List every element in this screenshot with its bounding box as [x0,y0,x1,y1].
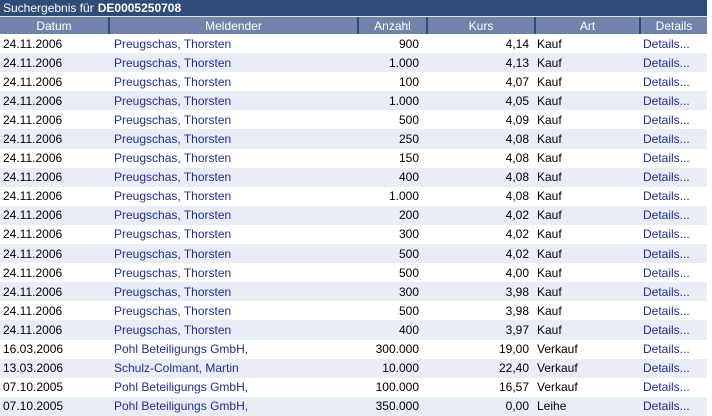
cell-details [639,72,707,91]
details-link[interactable]: Details... [643,74,690,89]
cell-details [639,110,707,129]
cell-kurs: 4,05 [505,93,529,108]
cell-datum: 24.11.2006 [3,132,63,147]
cell-datum: 24.11.2006 [3,284,63,299]
cell-anzahl: 10.000 [382,361,419,376]
cell-meldender [108,129,357,148]
isin-code: DE0005250708 [97,1,182,15]
table-row [0,91,707,110]
cell-art: Kauf [537,132,562,147]
cell-details [639,34,707,53]
cell-anzahl: 500 [398,246,419,261]
table-row [0,53,707,72]
cell-datum: 24.11.2006 [3,170,63,185]
meldender-link[interactable]: Preugschas, Thorsten [114,93,232,108]
cell-kurs: 4,14 [505,36,529,51]
table-row [0,149,707,168]
table-row [0,34,707,53]
cell-kurs: 16,57 [498,380,529,395]
cell-datum: 07.10.2005 [3,399,64,414]
cell-kurs: 4,08 [505,189,529,204]
cell-meldender [108,340,357,359]
cell-kurs: 3,98 [505,284,529,299]
table-row [0,72,707,91]
cell-details [639,91,707,110]
cell-anzahl: 400 [398,322,419,337]
cell-datum: 24.11.2006 [3,36,63,51]
cell-details [639,149,707,168]
cell-anzahl: 200 [398,208,419,223]
cell-art: Kauf [537,189,562,204]
cell-details [639,282,707,301]
cell-meldender [108,187,357,206]
details-link[interactable]: Details... [643,55,690,70]
cell-art: Kauf [537,246,562,261]
cell-art: Kauf [537,55,562,70]
details-link[interactable]: Details... [643,170,690,185]
details-link[interactable]: Details... [643,284,690,299]
results-title-bar [0,0,707,17]
cell-anzahl: 250 [398,132,419,147]
table-row [0,110,707,129]
details-link[interactable]: Details... [643,246,690,261]
cell-datum: 24.11.2006 [3,151,63,166]
cell-kurs: 4,07 [505,74,529,89]
cell-datum: 24.11.2006 [3,208,63,223]
cell-datum: 24.11.2006 [3,112,63,127]
meldender-link[interactable]: Preugschas, Thorsten [114,36,232,51]
cell-details [639,206,707,225]
cell-anzahl: 100.000 [375,380,419,395]
cell-kurs: 4,00 [505,265,529,280]
details-link[interactable]: Details... [643,265,690,280]
cell-meldender [108,359,357,378]
cell-meldender [108,53,357,72]
meldender-link[interactable]: Preugschas, Thorsten [114,170,232,185]
details-link[interactable]: Details... [643,151,690,166]
details-link[interactable]: Details... [643,189,690,204]
meldender-link[interactable]: Preugschas, Thorsten [114,303,232,318]
cell-art: Kauf [537,170,562,185]
table-row [0,263,707,282]
cell-meldender [108,301,357,320]
details-link[interactable]: Details... [643,322,690,337]
table-row [0,168,707,187]
cell-art: Verkauf [537,380,578,395]
cell-meldender [108,34,357,53]
cell-kurs: 4,02 [505,227,529,242]
table-row [0,225,707,244]
cell-art: Kauf [537,284,562,299]
cell-kurs: 22,40 [498,361,529,376]
meldender-link[interactable]: Preugschas, Thorsten [114,112,232,127]
cell-art: Kauf [537,227,562,242]
cell-anzahl: 300 [398,227,419,242]
cell-anzahl: 100 [398,74,419,89]
meldender-link[interactable]: Preugschas, Thorsten [114,227,232,242]
column-header-art: Art [534,17,639,34]
cell-details [639,397,707,416]
column-header-kurs: Kurs [426,17,534,34]
table-row [0,340,707,359]
cell-art: Kauf [537,151,562,166]
cell-kurs: 4,08 [505,151,529,166]
cell-details [639,359,707,378]
table-row [0,129,707,148]
table-row [0,378,707,397]
table-body [0,34,707,416]
cell-datum: 24.11.2006 [3,246,63,261]
meldender-link[interactable]: Preugschas, Thorsten [114,284,232,299]
table-row [0,397,707,416]
details-link[interactable]: Details... [643,227,690,242]
cell-kurs: 4,02 [505,208,529,223]
cell-datum: 24.11.2006 [3,55,63,70]
details-link[interactable]: Details... [643,93,690,108]
details-link[interactable]: Details... [643,361,690,376]
cell-kurs: 4,09 [505,112,529,127]
cell-details [639,225,707,244]
cell-art: Verkauf [537,342,578,357]
meldender-link[interactable]: Pohl Beteiligungs GmbH, [114,399,249,414]
table-row [0,320,707,339]
cell-anzahl: 150 [398,151,419,166]
cell-art: Kauf [537,322,562,337]
meldender-link[interactable]: Preugschas, Thorsten [114,322,232,337]
cell-meldender [108,168,357,187]
cell-meldender [108,206,357,225]
cell-kurs: 0,00 [505,399,529,414]
cell-meldender [108,397,357,416]
cell-datum: 13.03.2006 [3,361,64,376]
cell-art: Kauf [537,303,562,318]
cell-meldender [108,282,357,301]
cell-details [639,320,707,339]
meldender-link[interactable]: Schulz-Colmant, Martin [114,361,239,376]
cell-meldender [108,225,357,244]
cell-art: Kauf [537,112,562,127]
table-header-row [0,17,707,34]
cell-anzahl: 300.000 [375,342,419,357]
table-row [0,282,707,301]
details-link[interactable]: Details... [643,380,690,395]
cell-kurs: 4,13 [505,55,529,70]
cell-meldender [108,91,357,110]
cell-anzahl: 500 [398,303,419,318]
column-header-meldender: Meldender [108,17,357,34]
cell-details [639,168,707,187]
meldender-link[interactable]: Preugschas, Thorsten [114,265,232,280]
cell-art: Verkauf [537,361,578,376]
details-link[interactable]: Details... [643,36,690,51]
table-row [0,359,707,378]
meldender-link[interactable]: Preugschas, Thorsten [114,189,232,204]
cell-anzahl: 350.000 [375,399,419,414]
cell-art: Leihe [537,399,567,414]
cell-details [639,263,707,282]
details-link[interactable]: Details... [643,342,690,357]
cell-art: Kauf [537,265,562,280]
details-link[interactable]: Details... [643,112,690,127]
table-row [0,187,707,206]
cell-meldender [108,72,357,91]
details-link[interactable]: Details... [643,399,690,414]
cell-art: Kauf [537,74,562,89]
column-header-datum: Datum [0,17,108,34]
cell-datum: 16.03.2006 [3,342,64,357]
results-title-prefix: Suchergebnis für [3,1,94,15]
meldender-link[interactable]: Preugschas, Thorsten [114,55,232,70]
cell-datum: 24.11.2006 [3,265,63,280]
table-row [0,301,707,320]
cell-datum: 24.11.2006 [3,189,63,204]
cell-details [639,340,707,359]
cell-kurs: 3,98 [505,303,529,318]
cell-datum: 24.11.2006 [3,93,63,108]
column-header-details: Details [639,17,707,34]
cell-meldender [108,263,357,282]
cell-kurs: 4,08 [505,170,529,185]
cell-datum: 07.10.2005 [3,380,64,395]
cell-anzahl: 1.000 [388,55,419,70]
cell-datum: 24.11.2006 [3,227,63,242]
meldender-link[interactable]: Pohl Beteiligungs GmbH, [114,342,249,357]
meldender-link[interactable]: Preugschas, Thorsten [114,151,232,166]
cell-art: Kauf [537,208,562,223]
cell-details [639,378,707,397]
cell-anzahl: 500 [398,112,419,127]
cell-anzahl: 900 [398,36,419,51]
cell-meldender [108,244,357,263]
meldender-link[interactable]: Preugschas, Thorsten [114,132,232,147]
details-link[interactable]: Details... [643,303,690,318]
cell-details [639,244,707,263]
meldender-link[interactable]: Preugschas, Thorsten [114,74,232,89]
cell-datum: 24.11.2006 [3,322,63,337]
cell-anzahl: 1.000 [388,189,419,204]
cell-kurs: 3,97 [505,322,529,337]
meldender-link[interactable]: Preugschas, Thorsten [114,208,232,223]
cell-datum: 24.11.2006 [3,74,63,89]
cell-anzahl: 400 [398,170,419,185]
cell-details [639,187,707,206]
meldender-link[interactable]: Preugschas, Thorsten [114,246,232,261]
table-row [0,206,707,225]
cell-kurs: 19,00 [498,342,529,357]
table-row [0,244,707,263]
column-header-anzahl: Anzahl [357,17,426,34]
cell-anzahl: 1.000 [388,93,419,108]
details-link[interactable]: Details... [643,132,690,147]
cell-anzahl: 500 [398,265,419,280]
details-link[interactable]: Details... [643,208,690,223]
cell-kurs: 4,02 [505,246,529,261]
cell-details [639,129,707,148]
cell-details [639,301,707,320]
meldender-link[interactable]: Pohl Beteiligungs GmbH, [114,380,249,395]
cell-meldender [108,378,357,397]
cell-details [639,53,707,72]
cell-art: Kauf [537,93,562,108]
cell-meldender [108,110,357,129]
cell-datum: 24.11.2006 [3,303,63,318]
cell-meldender [108,320,357,339]
cell-anzahl: 300 [398,284,419,299]
results-table [0,17,707,416]
cell-art: Kauf [537,36,562,51]
cell-meldender [108,149,357,168]
cell-kurs: 4,08 [505,132,529,147]
